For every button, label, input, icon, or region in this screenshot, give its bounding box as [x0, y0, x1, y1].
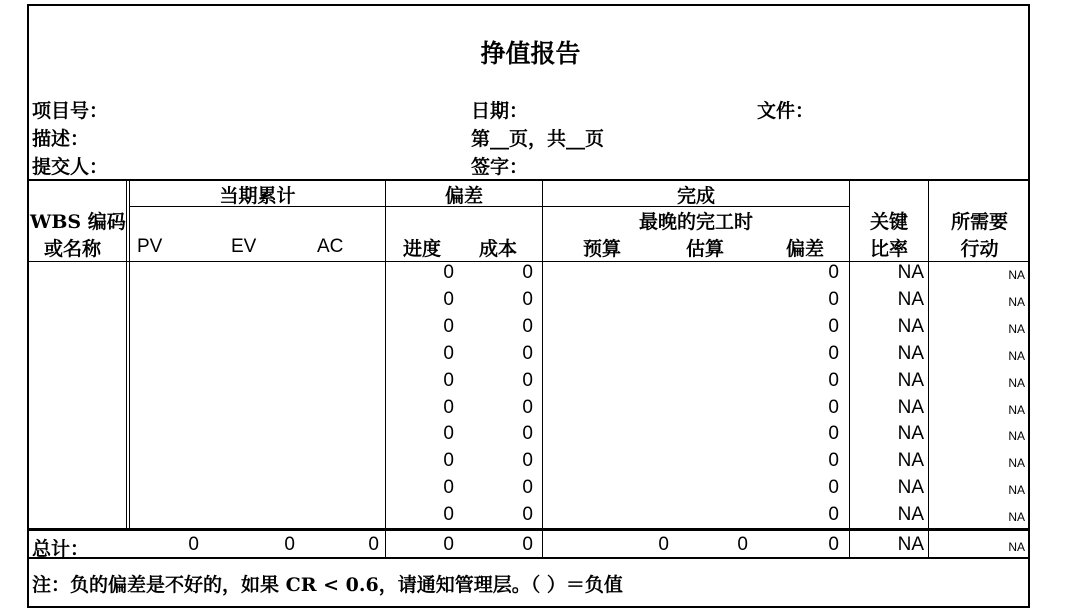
row-action: NA — [1008, 402, 1025, 417]
description-label: 描述： — [32, 128, 90, 150]
total-action: NA — [1008, 540, 1025, 554]
row-critical-ratio: NA — [897, 423, 924, 445]
total-label: 总计： — [32, 538, 90, 560]
date-label: 日期： — [471, 100, 529, 122]
row-critical-ratio: NA — [897, 262, 924, 283]
header-cumulative: 当期累计 — [219, 185, 296, 207]
row-critical-ratio: NA — [897, 396, 924, 418]
row-schedule-variance: 0 — [443, 262, 454, 283]
row-cost-variance: 0 — [522, 262, 533, 283]
page-indicator: 第__页，共__页 — [471, 128, 605, 150]
row-critical-ratio: NA — [897, 369, 924, 391]
row-completion-variance: 0 — [828, 396, 839, 418]
total-budget: 0 — [658, 534, 669, 555]
row-cost-variance: 0 — [522, 369, 533, 391]
header-completion: 完成 — [676, 185, 715, 207]
variance-divider — [542, 180, 543, 557]
submitter-label: 提交人： — [32, 156, 109, 178]
row-schedule-variance: 0 — [443, 288, 454, 310]
row-critical-ratio: NA — [897, 288, 924, 310]
row-cost-variance: 0 — [522, 504, 533, 526]
row-action: NA — [1008, 483, 1025, 498]
earned-value-report-form — [27, 4, 1030, 608]
row-schedule-variance: 0 — [443, 369, 454, 391]
total-ac: 0 — [368, 534, 379, 555]
header-ev: EV — [231, 236, 257, 257]
row-completion-variance: 0 — [828, 477, 839, 499]
row-completion-variance: 0 — [828, 342, 839, 364]
body-bottom-border-double — [29, 530, 1030, 531]
header-estimate: 估算 — [686, 238, 725, 260]
total-critical-ratio: NA — [897, 534, 924, 555]
row-cost-variance: 0 — [522, 342, 533, 364]
row-completion-variance: 0 — [828, 504, 839, 526]
row-action: NA — [1008, 456, 1025, 471]
row-schedule-variance: 0 — [443, 315, 454, 337]
row-critical-ratio: NA — [897, 477, 924, 499]
header-pv: PV — [137, 236, 163, 257]
row-action: NA — [1008, 375, 1025, 390]
file-label: 文件： — [757, 100, 815, 122]
row-critical-ratio: NA — [897, 342, 924, 364]
wbs-divider-b — [129, 180, 130, 530]
row-completion-variance: 0 — [828, 288, 839, 310]
row-completion-variance: 0 — [828, 450, 839, 472]
header-ac: AC — [317, 236, 344, 257]
header-action-line2: 行动 — [960, 238, 999, 260]
total-ev: 0 — [284, 534, 295, 555]
row-schedule-variance: 0 — [443, 477, 454, 499]
header-schedule: 进度 — [403, 238, 442, 260]
row-schedule-variance: 0 — [443, 396, 454, 418]
row-completion-variance: 0 — [828, 315, 839, 337]
header-variance: 偏差 — [786, 238, 825, 260]
total-cost: 0 — [522, 534, 533, 555]
header-action-line1: 所需要 — [950, 211, 1008, 233]
row-cost-variance: 0 — [522, 477, 533, 499]
header-wbs-line2: 或名称 — [44, 238, 102, 260]
header-cr-line2: 比率 — [869, 238, 908, 260]
row-completion-variance: 0 — [828, 423, 839, 445]
row-schedule-variance: 0 — [443, 423, 454, 445]
wbs-divider-a — [126, 180, 127, 530]
row-critical-ratio: NA — [897, 504, 924, 526]
header-cost: 成本 — [479, 238, 518, 260]
row-action: NA — [1008, 348, 1025, 363]
header-budget: 预算 — [583, 238, 622, 260]
row-critical-ratio: NA — [897, 450, 924, 472]
row-action: NA — [1008, 510, 1025, 525]
row-completion-variance: 0 — [828, 369, 839, 391]
total-bottom-border — [29, 557, 1030, 559]
row-action: NA — [1008, 429, 1025, 444]
row-cost-variance: 0 — [522, 450, 533, 472]
header-variance-group: 偏差 — [444, 185, 483, 207]
total-variance: 0 — [828, 534, 839, 555]
report-title: 挣值报告 — [480, 39, 581, 68]
row-completion-variance: 0 — [828, 262, 839, 283]
total-schedule: 0 — [443, 534, 454, 555]
row-cost-variance: 0 — [522, 288, 533, 310]
row-cost-variance: 0 — [522, 423, 533, 445]
cumulative-divider — [385, 180, 386, 557]
row-schedule-variance: 0 — [443, 450, 454, 472]
row-action: NA — [1008, 268, 1025, 282]
header-cr-line1: 关键 — [869, 211, 908, 233]
row-schedule-variance: 0 — [443, 504, 454, 526]
row-critical-ratio: NA — [897, 315, 924, 337]
header-latest-finish: 最晚的完工时 — [638, 211, 753, 233]
signature-label: 签字： — [471, 156, 529, 178]
row-action: NA — [1008, 294, 1025, 309]
row-action: NA — [1008, 321, 1025, 336]
footnote: 注：负的偏差是不好的，如果 CR < 0.6，请通知管理层。（ ）＝负值 — [32, 574, 623, 596]
header-wbs-line1: WBS 编码 — [30, 211, 126, 233]
project-number-label: 项目号： — [32, 100, 109, 122]
total-pv: 0 — [188, 534, 199, 555]
total-estimate: 0 — [737, 534, 748, 555]
row-cost-variance: 0 — [522, 396, 533, 418]
row-schedule-variance: 0 — [443, 342, 454, 364]
row-cost-variance: 0 — [522, 315, 533, 337]
